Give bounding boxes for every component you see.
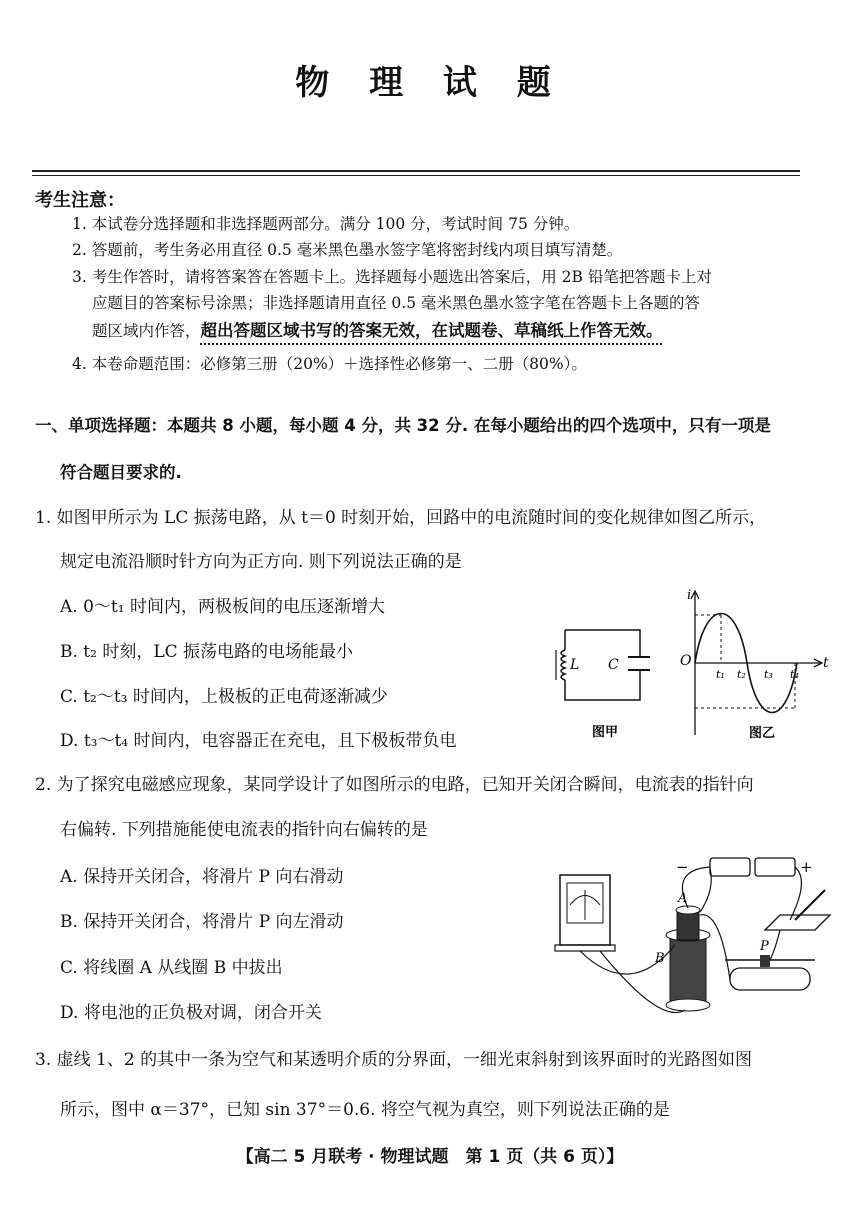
coil-a xyxy=(676,906,700,940)
battery-minus-label: − xyxy=(676,858,689,876)
battery-plus-label: + xyxy=(800,858,813,876)
coil-a-label: A xyxy=(678,891,688,906)
galvanometer xyxy=(555,875,615,951)
q3-stem-line2: 所示，图中 α＝37°，已知 sin 37°＝0.6. 将空气视为真空，则下列说法正确的是 xyxy=(60,1100,670,1120)
induction-apparatus-figure xyxy=(550,850,840,1025)
q2-option-d: D. 将电池的正负极对调，闭合开关 xyxy=(60,1003,322,1023)
notice-item-3-cont2-text: 题区域内作答， xyxy=(92,322,201,340)
lc-circuit-figure xyxy=(540,620,650,745)
page-title: 物 理 试 题 xyxy=(295,63,565,103)
tick-t4: t₄ xyxy=(790,668,799,681)
notice-item-3: 3. 考生作答时，请将答案答在答题卡上。选择题每小题选出答案后，用 2B 铅笔把答题卡上对 xyxy=(72,268,712,286)
q2-option-c: C. 将线圈 A 从线圈 B 中拔出 xyxy=(60,958,283,978)
coil-b xyxy=(666,929,710,1011)
tick-t1: t₁ xyxy=(716,668,725,681)
notice-item-2: 2. 答题前，考生务必用直径 0.5 毫米黑色墨水签字笔将密封线内项目填写清楚。 xyxy=(72,241,623,259)
notice-item-3-cont2 xyxy=(92,317,663,341)
tick-t3: t₃ xyxy=(764,668,773,681)
q1-option-b: B. t₂ 时刻，LC 振荡电路的电场能最小 xyxy=(60,642,354,662)
header-rule-thin xyxy=(32,175,800,176)
q2-stem-line2: 右偏转. 下列措施能使电流表的指针向右偏转的是 xyxy=(60,820,428,840)
section-heading-cont: 符合题目要求的. xyxy=(60,463,182,482)
page-footer: 【高二 5 月联考 · 物理试题 第 1 页（共 6 页）】 xyxy=(236,1147,624,1167)
current-graph-figure xyxy=(675,585,835,750)
battery xyxy=(710,858,795,876)
inductor-label: L xyxy=(570,657,580,673)
header-rule xyxy=(32,170,800,172)
switch xyxy=(765,890,830,930)
q3-stem-line1: 3. 虚线 1、2 的其中一条为空气和某透明介质的分界面，一细光束斜射到该界面时的光路图如图 xyxy=(35,1050,753,1070)
coil-b-label: B xyxy=(655,951,665,966)
q1-stem-line2: 规定电流沿顺时针方向为正方向. 则下列说法正确的是 xyxy=(60,552,462,572)
notice-item-1: 1. 本试卷分选择题和非选择题两部分。满分 100 分，考试时间 75 分钟。 xyxy=(72,215,580,233)
q2-option-b: B. 保持开关闭合，将滑片 P 向左滑动 xyxy=(60,912,344,932)
q1-option-a: A. 0～t₁ 时间内，两极板间的电压逐渐增大 xyxy=(60,597,385,617)
notice-emphasis: 超出答题区域书写的答案无效，在试题卷、草稿纸上作答无效。 xyxy=(200,321,663,340)
notice-heading: 考生注意： xyxy=(35,190,125,211)
q2-option-a: A. 保持开关闭合，将滑片 P 向右滑动 xyxy=(60,867,344,887)
q1-option-d: D. t₃～t₄ 时间内，电容器正在充电，且下极板带负电 xyxy=(60,731,457,751)
rheostat xyxy=(725,955,815,990)
capacitor-label: C xyxy=(608,657,619,673)
axis-t-label: t xyxy=(823,655,829,671)
section-heading: 一、单项选择题：本题共 8 小题，每小题 4 分，共 32 分. 在每小题给出的四个选项中，只有一项是 xyxy=(35,416,771,435)
fig2-caption: 图乙 xyxy=(749,726,776,741)
q1-stem-line1: 1. 如图甲所示为 LC 振荡电路，从 t＝0 时刻开始，回路中的电流随时间的变化规律如图乙所示， xyxy=(35,508,767,528)
q1-option-c: C. t₂～t₃ 时间内，上极板的正电荷逐渐减少 xyxy=(60,687,388,707)
fig1-caption: 图甲 xyxy=(592,725,619,740)
q2-stem-line1: 2. 为了探究电磁感应现象，某同学设计了如图所示的电路，已知开关闭合瞬间，电流表的指针向 xyxy=(35,775,754,795)
notice-item-4: 4. 本卷命题范围：必修第三册（20%）＋选择性必修第一、二册（80%）。 xyxy=(72,355,587,373)
slider-p-label: P xyxy=(760,939,769,954)
notice-item-3-cont: 应题目的答案标号涂黑；非选择题请用直径 0.5 毫米黑色墨水签字笔在答题卡上各题的答 xyxy=(92,294,701,312)
origin-label: O xyxy=(680,653,692,669)
axis-i-label: i xyxy=(687,588,692,603)
tick-t2: t₂ xyxy=(737,668,746,681)
